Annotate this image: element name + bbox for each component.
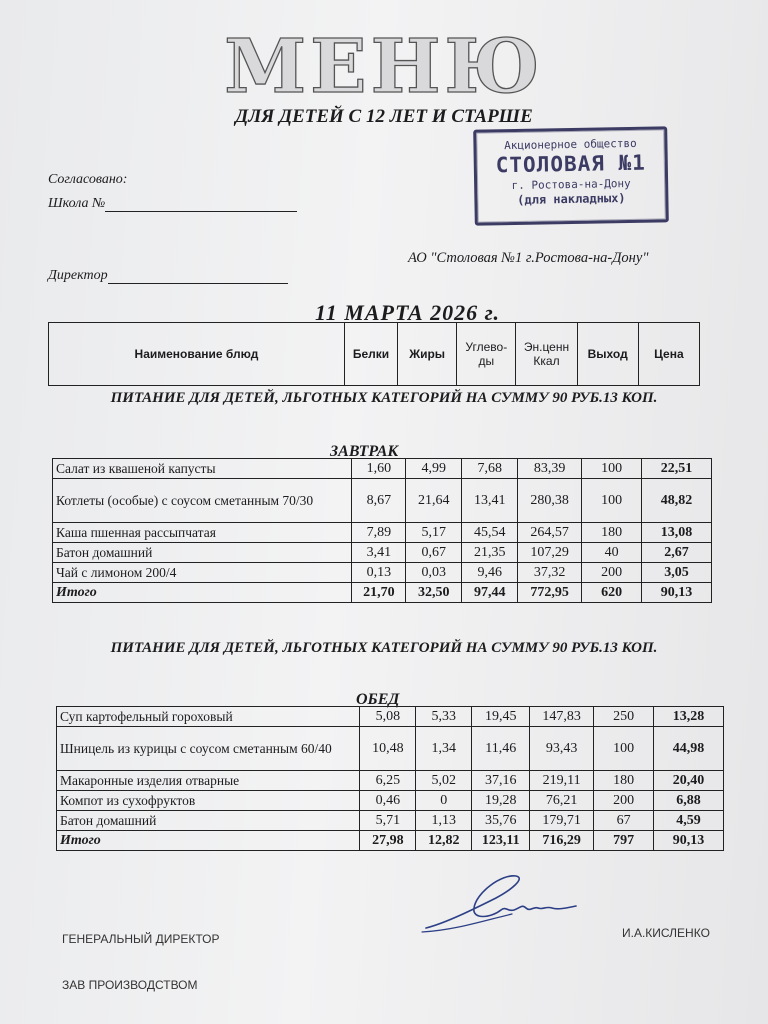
total-protein: 21,70 [352, 583, 406, 603]
fat-value: 1,13 [416, 811, 472, 831]
breakfast-table [52, 458, 712, 603]
total-price: 90,13 [642, 583, 712, 603]
table-row [53, 459, 712, 479]
yield-value: 200 [594, 791, 654, 811]
total-carbs: 123,11 [472, 831, 530, 851]
stamp-line-2: СТОЛОВАЯ №1 [495, 150, 647, 178]
yield-value: 100 [582, 459, 642, 479]
price-value: 20,40 [654, 771, 724, 791]
dish-name: Батон домашний [57, 811, 360, 831]
fat-value: 5,17 [406, 523, 462, 543]
fat-value: 0,03 [406, 563, 462, 583]
energy-value: 37,32 [518, 563, 582, 583]
carbs-value: 13,41 [462, 479, 518, 523]
protein-value: 5,08 [360, 707, 416, 727]
total-energy: 716,29 [530, 831, 594, 851]
protein-value: 1,60 [352, 459, 406, 479]
table-row [53, 563, 712, 583]
carbs-value: 21,35 [462, 543, 518, 563]
total-protein: 27,98 [360, 831, 416, 851]
col-fat: Жиры [398, 323, 457, 386]
agreed-label: Согласовано: [48, 172, 128, 187]
energy-value: 83,39 [518, 459, 582, 479]
dish-name: Салат из квашеной капусты [53, 459, 352, 479]
protein-value: 10,48 [360, 727, 416, 771]
dish-name: Котлеты (особые) с соусом сметанным 70/30 [53, 479, 352, 523]
menu-subtitle: ДЛЯ ДЕТЕЙ С 12 ЛЕТ И СТАРШЕ [235, 106, 533, 127]
school-line [48, 196, 297, 212]
table-row [53, 543, 712, 563]
stamp-line-4: (для накладных) [517, 191, 626, 207]
carbs-value: 45,54 [462, 523, 518, 543]
yield-value: 100 [594, 727, 654, 771]
total-carbs: 97,44 [462, 583, 518, 603]
dish-name: Суп картофельный гороховый [57, 707, 360, 727]
col-energy: Эн.ценн Ккал [516, 323, 577, 386]
total-yield: 797 [594, 831, 654, 851]
protein-value: 5,71 [360, 811, 416, 831]
director-blank [108, 269, 288, 284]
total-label: Итого [53, 583, 352, 603]
energy-value: 76,21 [530, 791, 594, 811]
director-line [48, 268, 288, 284]
fat-value: 0,67 [406, 543, 462, 563]
yield-value: 200 [582, 563, 642, 583]
director-name: И.А.КИСЛЕНКО [622, 926, 710, 940]
total-fat: 12,82 [416, 831, 472, 851]
col-name: Наименование блюд [49, 323, 345, 386]
dish-name: Батон домашний [53, 543, 352, 563]
energy-value: 93,43 [530, 727, 594, 771]
total-label: Итого [57, 831, 360, 851]
yield-value: 180 [582, 523, 642, 543]
table-row [53, 523, 712, 543]
protein-value: 6,25 [360, 771, 416, 791]
stamp-line-3: г. Ростова-на-Дону [511, 176, 631, 193]
price-value: 6,88 [654, 791, 724, 811]
dish-name: Макаронные изделия отварные [57, 771, 360, 791]
dish-name: Чай с лимоном 200/4 [53, 563, 352, 583]
table-row [57, 771, 724, 791]
table-row [57, 811, 724, 831]
school-label: Школа № [48, 196, 106, 211]
total-yield: 620 [582, 583, 642, 603]
organization-name: АО "Столовая №1 г.Ростова-на-Дону" [408, 250, 649, 266]
energy-value: 264,57 [518, 523, 582, 543]
table-row [57, 727, 724, 771]
carbs-value: 37,16 [472, 771, 530, 791]
menu-title: МЕНЮ [224, 24, 544, 110]
column-header-table [48, 322, 700, 386]
fat-value: 1,34 [416, 727, 472, 771]
price-value: 4,59 [654, 811, 724, 831]
energy-value: 107,29 [518, 543, 582, 563]
school-blank [105, 197, 297, 212]
energy-value: 280,38 [518, 479, 582, 523]
protein-value: 7,89 [352, 523, 406, 543]
total-energy: 772,95 [518, 583, 582, 603]
table-row [57, 791, 724, 811]
protein-value: 0,46 [360, 791, 416, 811]
col-yield: Выход [577, 323, 638, 386]
table-row [53, 479, 712, 523]
fat-value: 4,99 [406, 459, 462, 479]
price-value: 22,51 [642, 459, 712, 479]
production-head-label: ЗАВ ПРОИЗВОДСТВОМ [62, 978, 198, 992]
dish-name: Компот из сухофруктов [57, 791, 360, 811]
carbs-value: 7,68 [462, 459, 518, 479]
protein-value: 3,41 [352, 543, 406, 563]
carbs-value: 35,76 [472, 811, 530, 831]
protein-value: 8,67 [352, 479, 406, 523]
carbs-value: 9,46 [462, 563, 518, 583]
yield-value: 180 [594, 771, 654, 791]
energy-value: 147,83 [530, 707, 594, 727]
price-value: 3,05 [642, 563, 712, 583]
meal-lunch: ОБЕД [356, 691, 400, 708]
total-row [57, 831, 724, 851]
dish-name: Каша пшенная рассыпчатая [53, 523, 352, 543]
price-value: 44,98 [654, 727, 724, 771]
dish-name: Шницель из курицы с соусом сметанным 60/40 [57, 727, 360, 771]
energy-value: 219,11 [530, 771, 594, 791]
total-price: 90,13 [654, 831, 724, 851]
fat-value: 0 [416, 791, 472, 811]
price-value: 13,28 [654, 707, 724, 727]
yield-value: 67 [594, 811, 654, 831]
lunch-table [56, 706, 724, 851]
total-fat: 32,50 [406, 583, 462, 603]
col-carbs: Углево- ды [457, 323, 516, 386]
price-value: 2,67 [642, 543, 712, 563]
stamp-line-1: Акционерное общество [504, 136, 637, 153]
yield-value: 250 [594, 707, 654, 727]
carbs-value: 11,46 [472, 727, 530, 771]
menu-date: 11 МАРТА 2026 г. [315, 300, 501, 325]
table-row [57, 707, 724, 727]
section-heading-breakfast: ПИТАНИЕ ДЛЯ ДЕТЕЙ, ЛЬГОТНЫХ КАТЕГОРИЙ НА СУММУ 90 РУБ.13 КОП. [110, 390, 658, 406]
carbs-value: 19,45 [472, 707, 530, 727]
total-row [53, 583, 712, 603]
fat-value: 5,33 [416, 707, 472, 727]
fat-value: 5,02 [416, 771, 472, 791]
yield-value: 100 [582, 479, 642, 523]
section-heading-lunch: ПИТАНИЕ ДЛЯ ДЕТЕЙ, ЛЬГОТНЫХ КАТЕГОРИЙ НА СУММУ 90 РУБ.13 КОП. [110, 640, 658, 656]
handwritten-signature [416, 868, 586, 938]
general-director-label: ГЕНЕРАЛЬНЫЙ ДИРЕКТОР [62, 932, 220, 946]
energy-value: 179,71 [530, 811, 594, 831]
company-stamp [473, 126, 669, 225]
protein-value: 0,13 [352, 563, 406, 583]
yield-value: 40 [582, 543, 642, 563]
col-price: Цена [638, 323, 699, 386]
price-value: 13,08 [642, 523, 712, 543]
carbs-value: 19,28 [472, 791, 530, 811]
price-value: 48,82 [642, 479, 712, 523]
col-protein: Белки [344, 323, 397, 386]
meal-breakfast: ЗАВТРАК [330, 443, 399, 460]
fat-value: 21,64 [406, 479, 462, 523]
director-label: Директор [48, 268, 108, 283]
